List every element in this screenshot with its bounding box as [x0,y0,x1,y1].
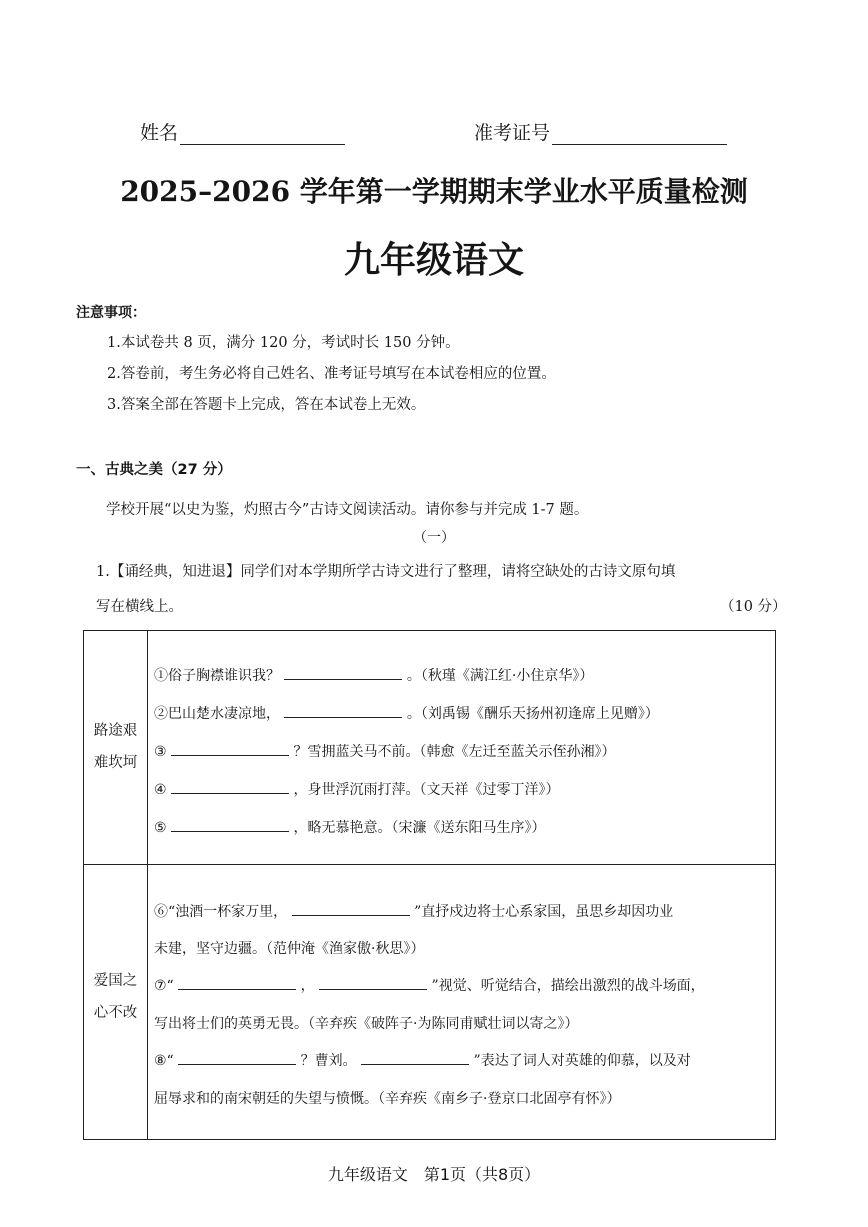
table-row [154,703,659,723]
notice-item: 3.答案全部在答题卡上完成，答在本试卷上无效。 [107,397,426,413]
row-text: ？雪拥蓝关马不前。（韩愈《左迁至蓝关示侄孙湘》） [293,744,616,760]
name-label: 姓名 [140,122,179,144]
answer-blank[interactable] [178,1050,296,1065]
category-hardship [84,715,147,779]
table-row [154,779,559,799]
exam-number-blank[interactable] [552,126,727,145]
table-row [154,665,593,685]
answer-blank[interactable] [178,975,296,990]
category-line: 难坎坷 [93,755,138,771]
table-row [154,741,615,761]
name-blank[interactable] [180,126,345,145]
table-divider-horizontal [84,864,775,865]
exam-title: 2025–2026 学年第一学期期末学业水平质量检测 [120,175,748,208]
row-text: ？曹刘。 [300,1053,357,1069]
category-patriotism [84,965,147,1029]
table-row-continued: 屈辱求和的南宋朝廷的失望与愤慨。（辛弃疾《南乡子·登京口北固亭有怀》） [154,1091,621,1107]
row-text: ③ [154,744,167,760]
category-line: 爱国之 [93,973,138,989]
answer-blank[interactable] [171,779,289,794]
exam-number-field[interactable] [474,118,727,145]
question-1-line2: 写在横线上。 [96,599,183,615]
part-label: （一） [413,530,455,546]
answer-blank[interactable] [361,1050,469,1065]
table-divider-vertical [147,631,148,1139]
row-text: ，略无慕艳意。（宋濂《送东阳马生序》） [293,820,546,836]
table-row [154,901,673,921]
row-text: ②巴山楚水凄凉地， [154,706,280,722]
section-heading: 一、古典之美（27 分） [76,462,232,478]
row-text: ⑥“浊酒一杯家万里， [154,904,288,920]
table-row-continued: 未建，坚守边疆。（范仲淹《渔家傲·秋思》） [154,941,425,957]
question-1-score: （10 分） [720,599,787,615]
row-text: ④ [154,782,167,798]
table-row [154,817,545,837]
answer-blank[interactable] [284,703,402,718]
row-text: ⑧“ [154,1053,174,1069]
notice-heading: 注意事项： [76,305,146,321]
category-line: 心不改 [93,1005,138,1021]
answer-blank[interactable] [292,901,410,916]
answer-table [83,630,776,1140]
question-1-line1: 1.【诵经典，知进退】同学们对本学期所学古诗文进行了整理，请将空缺处的古诗文原句填 [96,564,676,580]
exam-subtitle: 九年级语文 [343,239,524,281]
answer-blank[interactable] [319,975,427,990]
row-text: ”视觉、听觉结合，描绘出激烈的战斗场面， [431,978,705,994]
row-text: ①俗子胸襟谁识我？ [154,668,280,684]
notice-item: 1.本试卷共 8 页，满分 120 分，考试时长 150 分钟。 [107,335,460,351]
section-intro: 学校开展“以史为鉴，灼照古今”古诗文阅读活动。请你参与并完成 1-7 题。 [106,502,589,518]
row-text: ，身世浮沉雨打萍。（文天祥《过零丁洋》） [293,782,560,798]
row-text: 。（秋瑾《满江红·小住京华》） [406,668,594,684]
table-row [154,975,705,995]
row-text: ⑤ [154,820,167,836]
row-text: ”表达了词人对英雄的仰慕，以及对 [473,1053,691,1069]
row-text: ”直抒戍边将士心系家国，虽思乡却因功业 [414,904,674,920]
category-line: 路途艰 [93,723,138,739]
row-text: ， [300,978,315,994]
answer-blank[interactable] [171,817,289,832]
table-row-continued: 写出将士们的英勇无畏。（辛弃疾《破阵子·为陈同甫赋壮词以寄之》） [154,1016,579,1032]
page-footer: 九年级语文 第1页（共8页） [327,1165,541,1184]
answer-blank[interactable] [171,741,289,756]
exam-number-label: 准考证号 [474,122,551,144]
answer-blank[interactable] [284,665,402,680]
row-text: 。（刘禹锡《酬乐天扬州初逢席上见赠》） [406,706,659,722]
row-text: ⑦“ [154,978,174,994]
table-row [154,1050,691,1070]
name-field[interactable] [140,118,345,145]
notice-item: 2.答卷前，考生务必将自己姓名、准考证号填写在本试卷相应的位置。 [107,366,556,382]
